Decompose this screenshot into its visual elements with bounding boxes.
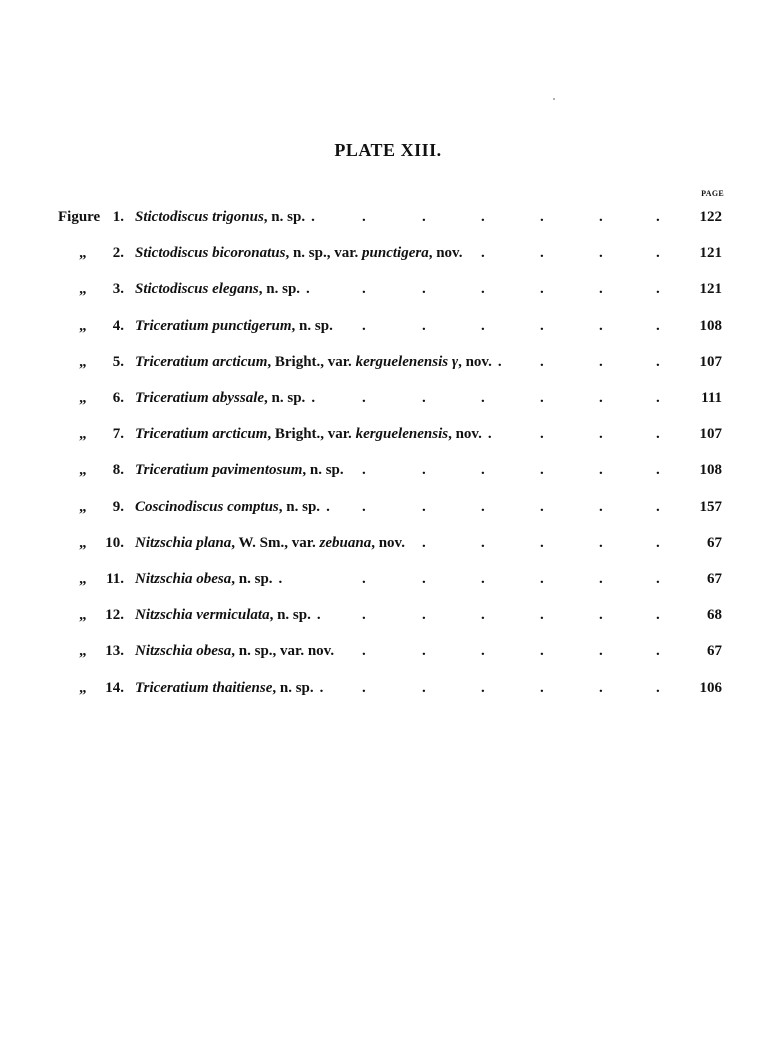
figure-entry — [0, 314, 776, 338]
leader-dot: . — [362, 643, 366, 660]
figure-description: Triceratium abyssale, n. sp. — [135, 390, 306, 406]
leader-dot: . — [319, 679, 324, 696]
leader-dot: . — [481, 281, 485, 298]
leader-dot: . — [599, 607, 603, 624]
leader-dot: . — [656, 679, 660, 696]
leader-dot: . — [540, 209, 544, 225]
figure-entry — [0, 205, 776, 229]
leader-dot: . — [362, 281, 366, 298]
leader-dot: . — [487, 426, 492, 443]
figure-description: Stictodiscus elegans, n. sp. — [135, 281, 301, 298]
leader-dot: . — [540, 679, 544, 696]
ditto-mark: „ — [79, 462, 87, 479]
leader-dot: . — [362, 462, 366, 479]
figure-description: Stictodiscus bicoronatus, n. sp., var. punctigera, nov. — [135, 245, 463, 262]
leader-dot: . — [540, 245, 544, 262]
ditto-mark: „ — [79, 390, 87, 406]
page-number: 121 — [699, 245, 722, 262]
figure-number: 4. — [112, 317, 124, 334]
leader-dot: . — [656, 209, 660, 225]
leader-dot: . — [656, 534, 660, 551]
leader-dot: . — [422, 607, 426, 624]
figure-number: 5. — [112, 353, 124, 370]
figure-description: Triceratium pavimentosum, n. sp. — [135, 462, 344, 479]
leader-dot: . — [481, 462, 485, 479]
figure-number: 8. — [112, 462, 124, 479]
scan-speck — [553, 98, 555, 100]
leader-dot: . — [540, 643, 544, 660]
leader-dot: . — [422, 209, 426, 225]
figure-description: Triceratium arcticum, Bright., var. kerguelenensis, nov. — [135, 426, 482, 443]
figure-entry — [0, 567, 776, 591]
leader-dot: . — [422, 534, 426, 551]
leader-dot: . — [656, 281, 660, 298]
figure-number: 14. — [105, 679, 124, 696]
figure-label: Figure — [58, 209, 101, 225]
leader-dot: . — [656, 317, 660, 334]
leader-dot: . — [306, 281, 310, 298]
leader-dot: . — [599, 317, 603, 334]
leader-dot: . — [540, 317, 544, 334]
leader-dot: . — [656, 498, 660, 515]
leader-dot: . — [599, 571, 603, 587]
ditto-mark: „ — [79, 607, 87, 624]
leader-dot: . — [656, 353, 660, 370]
leader-dot: . — [656, 390, 660, 406]
leader-dot: . — [481, 679, 485, 696]
leader-dot: . — [656, 571, 660, 587]
ditto-mark: „ — [79, 679, 87, 696]
leader-dot: . — [656, 607, 660, 624]
leader-dot: . — [422, 462, 426, 479]
ditto-mark: „ — [79, 534, 87, 551]
leader-dot: . — [599, 281, 603, 298]
ditto-mark: „ — [79, 571, 87, 587]
figure-entry — [0, 676, 776, 700]
page-number: 107 — [699, 353, 722, 370]
leader-dot: . — [540, 390, 544, 406]
figure-entry — [0, 458, 776, 482]
leader-dot: . — [599, 534, 603, 551]
leader-dot: . — [656, 462, 660, 479]
page-number: 67 — [707, 534, 722, 551]
figure-number: 13. — [105, 643, 124, 660]
leader-dot: . — [278, 571, 283, 587]
figure-number: 7. — [112, 426, 124, 443]
leader-dot: . — [599, 679, 603, 696]
leader-dot: . — [497, 353, 502, 370]
ditto-mark: „ — [79, 245, 87, 262]
figure-description: Triceratium thaitiense, n. sp. — [135, 679, 314, 696]
leader-dot: . — [656, 426, 660, 443]
leader-dot: . — [481, 317, 485, 334]
leader-dot: . — [422, 643, 426, 660]
ditto-mark: „ — [79, 353, 87, 370]
leader-dot: . — [599, 390, 603, 406]
figure-description: Triceratium punctigerum, n. sp. — [135, 317, 333, 334]
ditto-mark: „ — [79, 498, 87, 515]
figure-number: 10. — [105, 534, 124, 551]
ditto-mark: „ — [79, 281, 87, 298]
leader-dot: . — [599, 498, 603, 515]
figure-description: Triceratium arcticum, Bright., var. kerguelenensis γ, nov. — [135, 353, 492, 370]
figure-number: 9. — [112, 498, 124, 515]
leader-dot: . — [599, 209, 603, 225]
leader-dot: . — [422, 571, 426, 587]
page-number: 121 — [699, 281, 722, 298]
leader-dot: . — [326, 498, 330, 515]
leader-dot: . — [540, 498, 544, 515]
figure-entry — [0, 277, 776, 301]
leader-dot: . — [422, 281, 426, 298]
page-number: 67 — [707, 571, 722, 587]
leader-dot: . — [362, 607, 366, 624]
leader-dot: . — [540, 426, 544, 443]
leader-dot: . — [599, 245, 603, 262]
figure-entry — [0, 639, 776, 663]
figure-number: 3. — [112, 281, 124, 298]
leader-dot: . — [481, 390, 485, 406]
figure-entry — [0, 531, 776, 555]
leader-dot: . — [599, 353, 603, 370]
page-column-heading: PAGE — [701, 189, 724, 198]
ditto-mark: „ — [79, 317, 87, 334]
figure-entry — [0, 495, 776, 519]
page-number: 108 — [699, 317, 722, 334]
leader-dot: . — [362, 571, 366, 587]
leader-dot: . — [540, 462, 544, 479]
leader-dot: . — [481, 643, 485, 660]
leader-dot: . — [422, 317, 426, 334]
page-number: 107 — [699, 426, 722, 443]
leader-dot: . — [599, 643, 603, 660]
leader-dot: . — [540, 571, 544, 587]
figure-number: 2. — [112, 245, 124, 262]
leader-dot: . — [362, 390, 366, 406]
plate-title: PLATE XIII. — [334, 140, 442, 160]
page-number: 111 — [701, 390, 722, 406]
figure-entry — [0, 350, 776, 374]
leader-dot: . — [362, 209, 366, 225]
page-number: 122 — [699, 209, 722, 225]
leader-dot: . — [540, 353, 544, 370]
ditto-mark: „ — [79, 643, 87, 660]
leader-dot: . — [362, 679, 366, 696]
leader-dot: . — [362, 317, 366, 334]
leader-dot: . — [422, 498, 426, 515]
leader-dot: . — [422, 390, 426, 406]
leader-dot: . — [362, 498, 366, 515]
figure-description: Nitzschia vermiculata, n. sp. — [135, 607, 311, 624]
leader-dot: . — [540, 607, 544, 624]
page-number: 157 — [699, 498, 722, 515]
leader-dot: . — [599, 426, 603, 443]
leader-dot: . — [481, 209, 485, 225]
ditto-mark: „ — [79, 426, 87, 443]
page-number: 68 — [707, 607, 722, 624]
figure-entry — [0, 603, 776, 627]
figure-description: Nitzschia obesa, n. sp., var. nov. — [135, 643, 335, 660]
figure-number: 12. — [105, 607, 124, 624]
leader-dot: . — [481, 607, 485, 624]
figure-number: 6. — [112, 390, 124, 406]
figure-description: Stictodiscus trigonus, n. sp. — [135, 209, 306, 225]
leader-dot: . — [656, 245, 660, 262]
page-number: 108 — [699, 462, 722, 479]
leader-dot: . — [311, 390, 316, 406]
figure-description: Nitzschia obesa, n. sp. — [135, 571, 273, 587]
leader-dot: . — [481, 245, 485, 262]
page-number: 67 — [707, 643, 722, 660]
leader-dot: . — [316, 607, 321, 624]
figure-number: 11. — [106, 571, 124, 587]
page-number: 106 — [699, 679, 722, 696]
leader-dot: . — [656, 643, 660, 660]
leader-dot: . — [422, 679, 426, 696]
figure-entry — [0, 422, 776, 446]
figure-number: 1. — [112, 209, 124, 225]
leader-dot: . — [481, 498, 485, 515]
leader-dot: . — [481, 571, 485, 587]
leader-dot: . — [540, 281, 544, 298]
leader-dot: . — [481, 534, 485, 551]
figure-description: Coscinodiscus comptus, n. sp. — [135, 498, 321, 515]
figure-description: Nitzschia plana, W. Sm., var. zebuana, nov. — [135, 534, 405, 551]
leader-dot: . — [311, 209, 315, 225]
figure-entry — [0, 386, 776, 410]
figure-entry — [0, 241, 776, 265]
leader-dot: . — [599, 462, 603, 479]
leader-dot: . — [540, 534, 544, 551]
